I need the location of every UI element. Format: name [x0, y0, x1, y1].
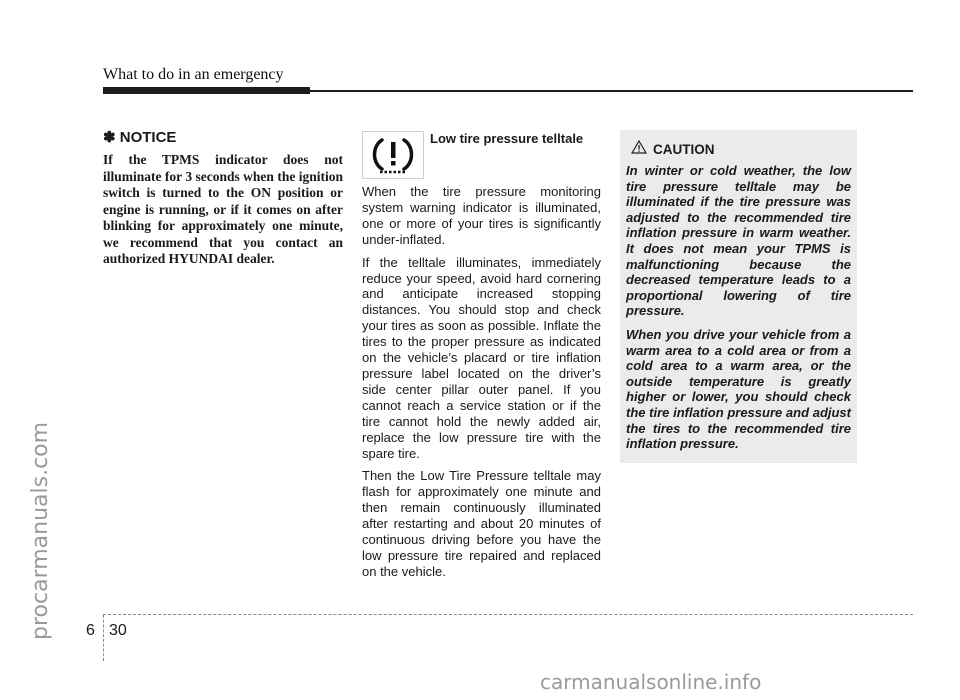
- header-rule: [103, 90, 913, 92]
- notice-section: [103, 128, 343, 268]
- page-number: 30: [109, 622, 127, 639]
- warning-triangle-icon: [631, 140, 647, 159]
- side-watermark: procarmanuals.com: [28, 421, 53, 640]
- footer-rule: [103, 614, 913, 615]
- caution-paragraph-1: In winter or cold weather, the low tire pressure telltale may be illuminated if the tire pressure was adjusted to the recommended tire inflation pressure in warm weather. It does not mean your TPMS is malfunctioning because the decreased temperature leads to a proportional lowering of tire pressure.: [626, 163, 851, 319]
- bottom-watermark: carmanualsonline.info: [540, 670, 762, 694]
- telltale-paragraph-2: If the telltale illuminates, immediately reduce your speed, avoid hard cornering and anticipate increased stopping distances. You should stop and check your tires as soon as possible. Inflate the tires to the proper pressure as indicated on the vehicle’s placard or tire inflation pressure label located on the driver’s side center pillar outer panel. If you cannot reach a service station or if the tire cannot hold the newly added air, replace the low pressure tire with the spare tire.: [362, 254, 601, 461]
- telltale-paragraph-1: When the tire pressure monitoring system warning indicator is illuminated, one or more of your tires is significantly under-inflated.: [362, 184, 601, 247]
- page-header-title: What to do in an emergency: [103, 66, 284, 83]
- tire-pressure-warning-icon: [362, 131, 424, 179]
- chapter-number: 6: [86, 622, 95, 639]
- notice-title: ✽ NOTICE: [103, 129, 177, 146]
- caution-paragraph-2: When you drive your vehicle from a warm area to a cold area or from a cold area to a warm area, or the outside temperature is greatly higher or lower, you should check the tire inflation pressure and adjust the tires to the recommended tire inflation pressure.: [626, 326, 851, 452]
- caution-box: [620, 130, 857, 463]
- caution-title: CAUTION: [653, 142, 715, 157]
- caution-header: [631, 140, 851, 159]
- telltale-description: [362, 184, 601, 587]
- telltale-label: Low tire pressure telltale: [430, 131, 584, 146]
- telltale-paragraph-3: Then the Low Tire Pressure telltale may flash for approximately one minute and then remain continuously illuminated after restarting and about 20 minutes of continuous driving before you have the low pressure tire repaired and replaced on the vehicle.: [362, 468, 601, 579]
- notice-body: If the TPMS indicator does not illuminate for 3 seconds when the ignition switch is turned to the ON position or engine is running, or if it comes on after blinking for approximately one minute, we recommend that you contact an authorized HYUNDAI dealer.: [103, 152, 343, 266]
- footer-divider: [103, 615, 104, 661]
